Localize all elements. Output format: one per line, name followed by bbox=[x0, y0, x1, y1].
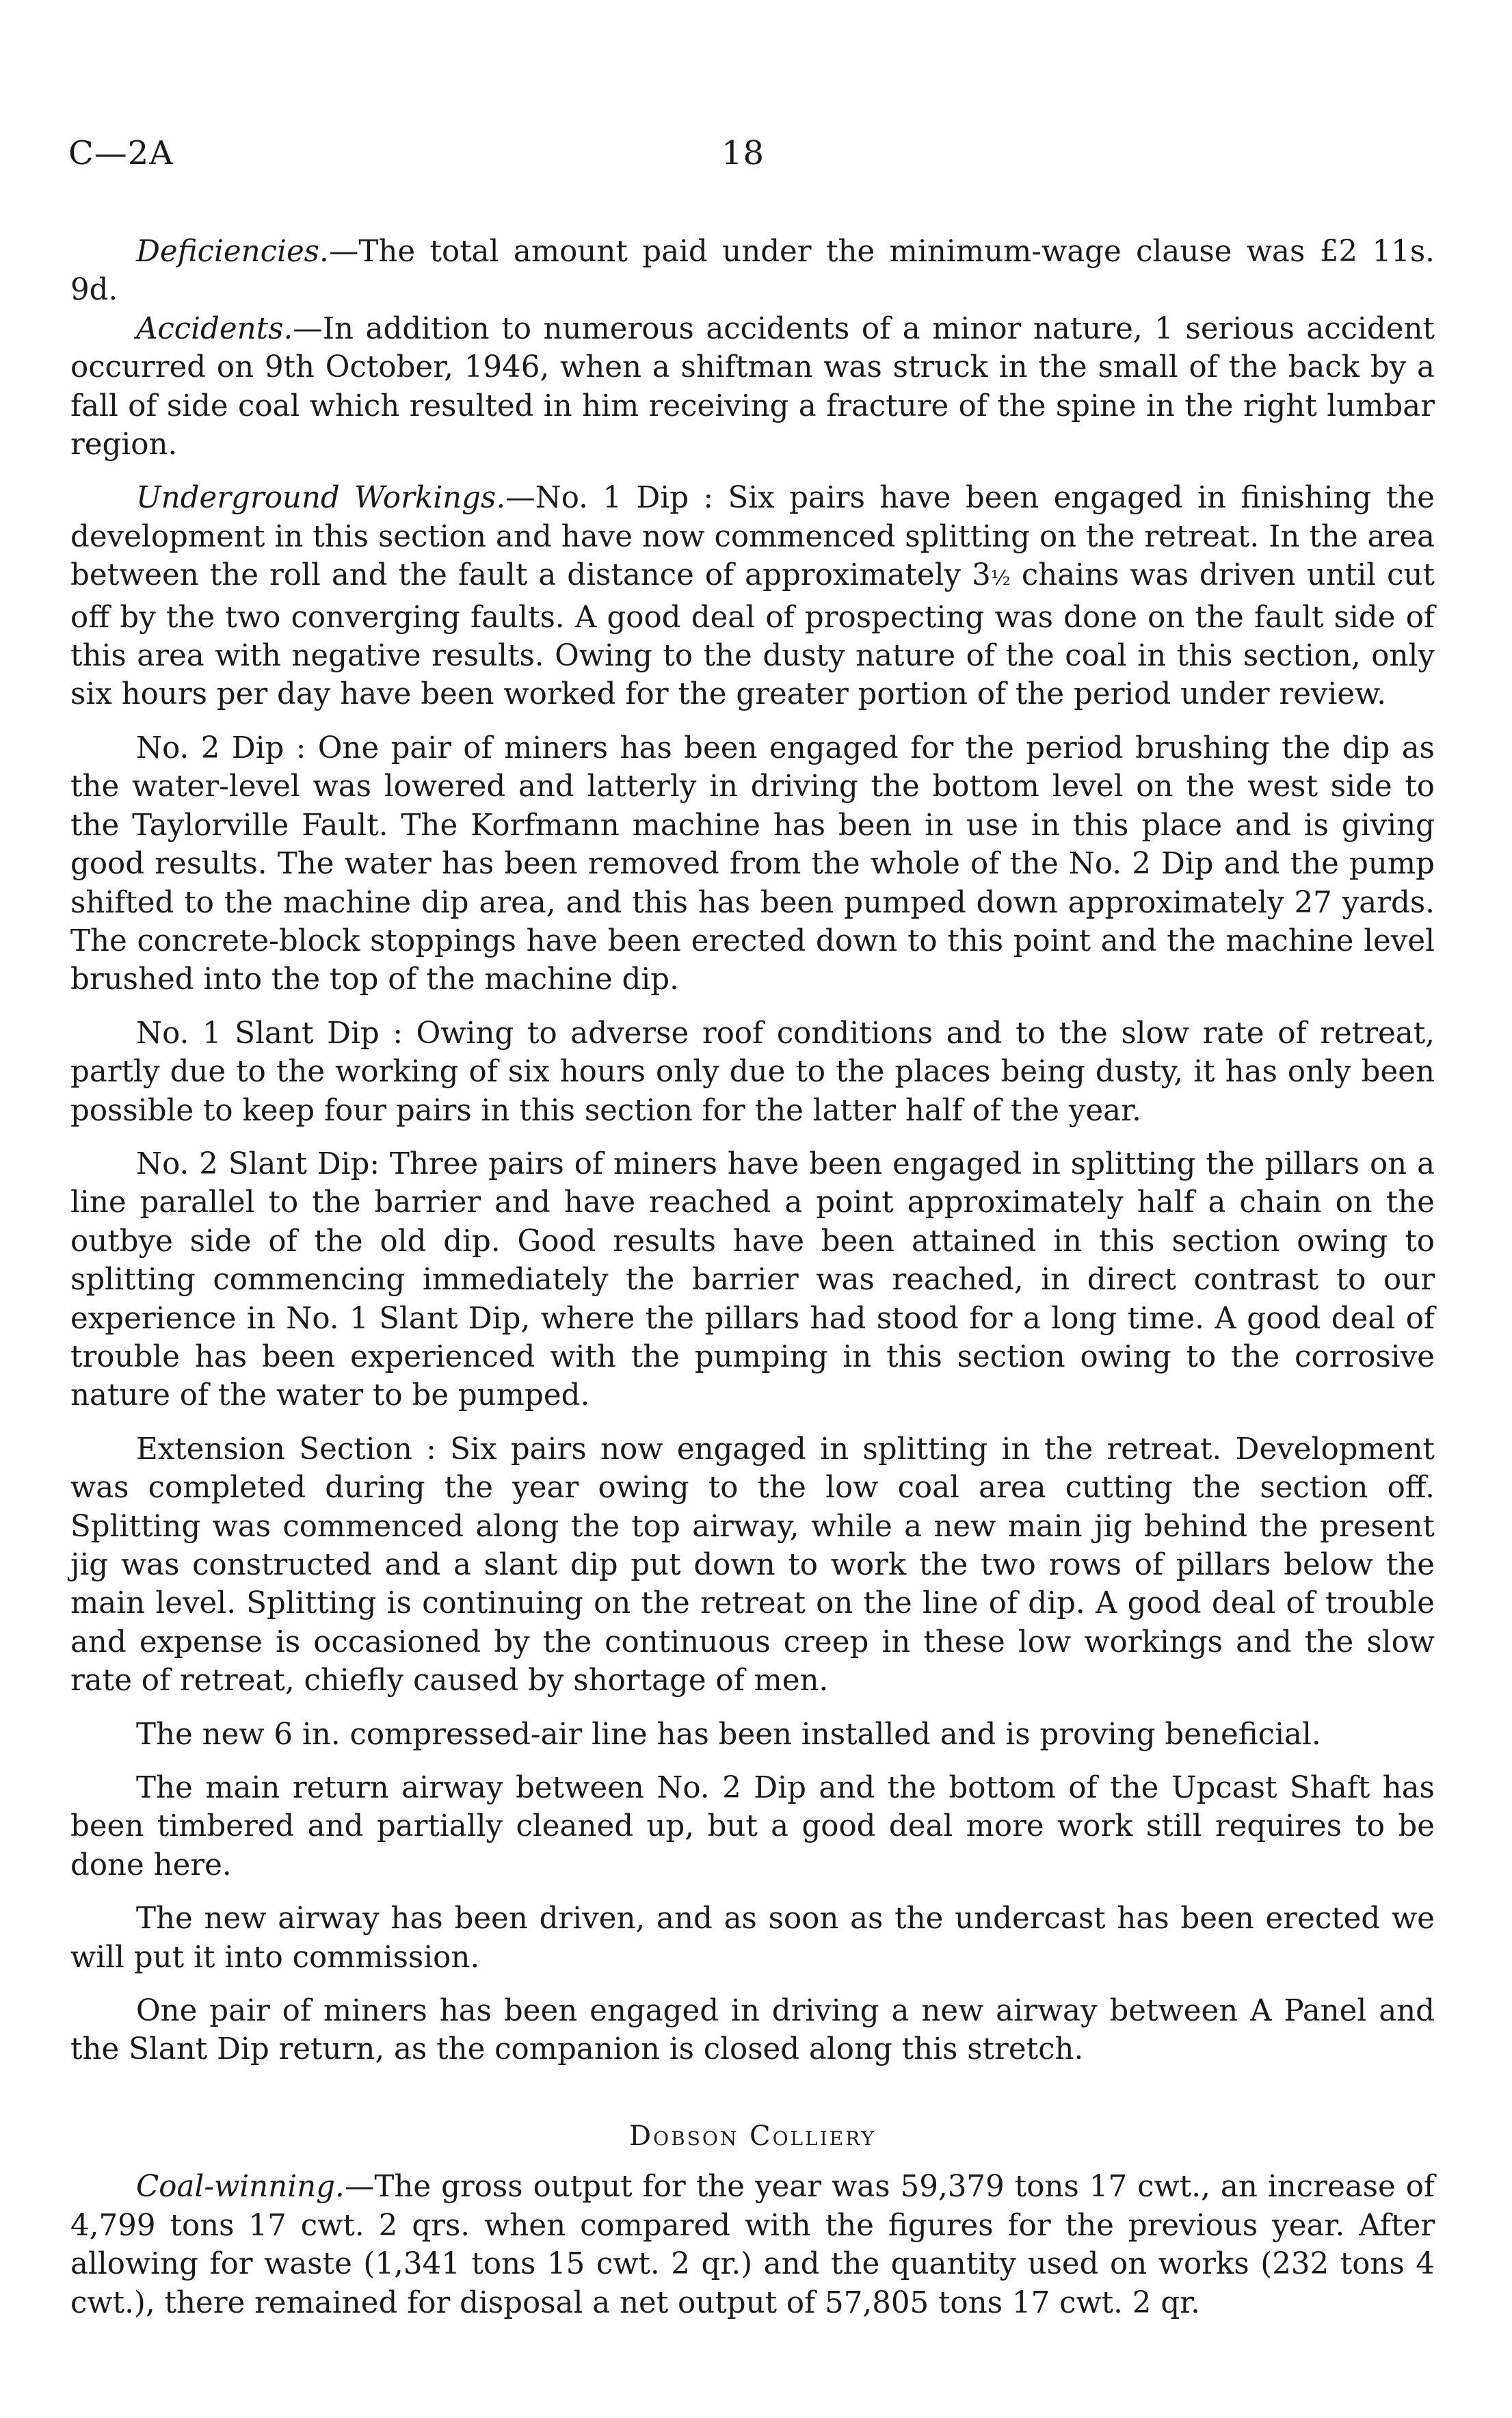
paragraph-text: One pair of miners has been engaged in driving a new airway between A Panel and the Slant Dip return, as the companion is closed along this stretch. bbox=[70, 1994, 1435, 2067]
paragraph-extension-section bbox=[70, 1430, 1435, 1700]
paragraph-coal-winning bbox=[70, 2168, 1435, 2322]
paragraph-no2-dip bbox=[70, 729, 1435, 999]
paragraph-heading: Accidents. bbox=[136, 311, 293, 346]
paragraph-a-panel bbox=[70, 1992, 1435, 2069]
paragraph-text: —The gross output for the year was 59,379 tons 17 cwt., an increase of 4,799 tons 17 cwt. 2 qrs. when compared with the figures for the previous year. After allowing for waste (1,341 tons 15 cwt. 2 qr.) and the quantity used on works (232 tons 4 cwt.), there remained for disposal a net output of 57,805 tons 17 cwt. 2 qr. bbox=[70, 2170, 1435, 2320]
paragraph-text: The new airway has been driven, and as soon as the undercast has been erected we will put it into commission. bbox=[70, 1902, 1435, 1975]
paragraph-text: No. 2 Dip : One pair of miners has been engaged for the period brushing the dip as the water-level was lowered and latterly in driving the bottom level on the west side to the Taylorville Fault. The Korfmann machine has been in use in this place and is giving good results. The water has been removed from the whole of the No. 2 Dip and the pump shifted to the machine dip area, and this has been pumped down approximately 27 yards. The concrete-block stoppings have been erected down to this point and the machine level brushed into the top of the machine dip. bbox=[70, 731, 1435, 997]
paragraph-text: No. 2 Slant Dip: Three pairs of miners have been engaged in splitting the pillars on a line parallel to the barrier and have reached a point approximately half a chain on the outbye side of the old dip. Good results have been attained in this section owing to splitting commencing immediately the barrier was reached, in direct contrast to our experience in No. 1 Slant Dip, where the pillars had stood for a long time. A good deal of trouble has been experienced with the pumping in this section owing to the corrosive nature of the water to be pumped. bbox=[70, 1146, 1435, 1413]
paragraph-text: —In addition to numerous accidents of a minor nature, 1 serious accident occurred on 9th October, 1946, when a shiftman was struck in the small of the back by a fall of side coal which resulted in him receiving a fracture of the spine in the right lumbar region. bbox=[70, 311, 1435, 462]
paragraph-main-return-airway bbox=[70, 1769, 1435, 1884]
page-number: 18 bbox=[721, 134, 765, 172]
paragraph-text: The main return airway between No. 2 Dip and the bottom of the Upcast Shaft has been timbered and partially cleaned up, but a good deal more work still requires to be done here. bbox=[70, 1771, 1435, 1882]
body-text bbox=[70, 233, 1435, 2322]
paragraph-accidents bbox=[70, 310, 1435, 464]
paragraph-heading: Underground Workings. bbox=[136, 481, 506, 516]
paragraph-new-airway bbox=[70, 1900, 1435, 1977]
paragraph-underground-workings bbox=[70, 479, 1435, 713]
paragraph-compressed-air bbox=[70, 1716, 1435, 1754]
paragraph-heading: Coal-winning. bbox=[136, 2170, 345, 2205]
paragraph-text-continued: chains was driven until cut off by the two converging faults. A good deal of prospecting was done on the fault side of this area with negative results. Owing to the dusty nature of the coal in this section, only six hours per day have been worked for the greater portion of the period under review. bbox=[70, 558, 1435, 712]
paragraph-heading: Deficiencies. bbox=[136, 235, 329, 269]
page-header bbox=[68, 134, 1436, 189]
section-title: Dobson Colliery bbox=[629, 2120, 876, 2152]
paragraph-text: —The total amount paid under the minimum-wage clause was £2 11s. 9d. bbox=[70, 235, 1435, 308]
document-reference: C—2A bbox=[68, 134, 174, 172]
paragraph-deficiencies bbox=[70, 233, 1435, 310]
paragraph-text: Extension Section : Six pairs now engaged in splitting in the retreat. Development was completed during the year owing to the low coal area cutting the section off. Splitting was commenced along the top airway, while a new main jig behind the present jig was constructed and a slant dip put down to work the two rows of pillars below the main level. Splitting is continuing on the retreat on the line of dip. A good deal of trouble and expense is occasioned by the continuous creep in these low workings and the slow rate of retreat, chiefly caused by shortage of men. bbox=[70, 1432, 1435, 1698]
paragraph-text: No. 1 Slant Dip : Owing to adverse roof conditions and to the slow rate of retreat, partly due to the working of six hours only due to the places being dusty, it has only been possible to keep four pairs in this section for the latter half of the year. bbox=[70, 1016, 1435, 1128]
paragraph-no2-slant-dip bbox=[70, 1145, 1435, 1415]
fraction: ½ bbox=[990, 566, 1011, 591]
paragraph-text: The new 6 in. compressed-air line has been installed and is proving beneficial. bbox=[136, 1717, 1321, 1752]
paragraph-text: —No. 1 Dip : Six pairs have been engaged in finishing the development in this section and have now commenced splitting on the retreat. In the area between the roll and the fault a distance of approximately 3 bbox=[70, 481, 1435, 593]
paragraph-no1-slant-dip bbox=[70, 1014, 1435, 1130]
